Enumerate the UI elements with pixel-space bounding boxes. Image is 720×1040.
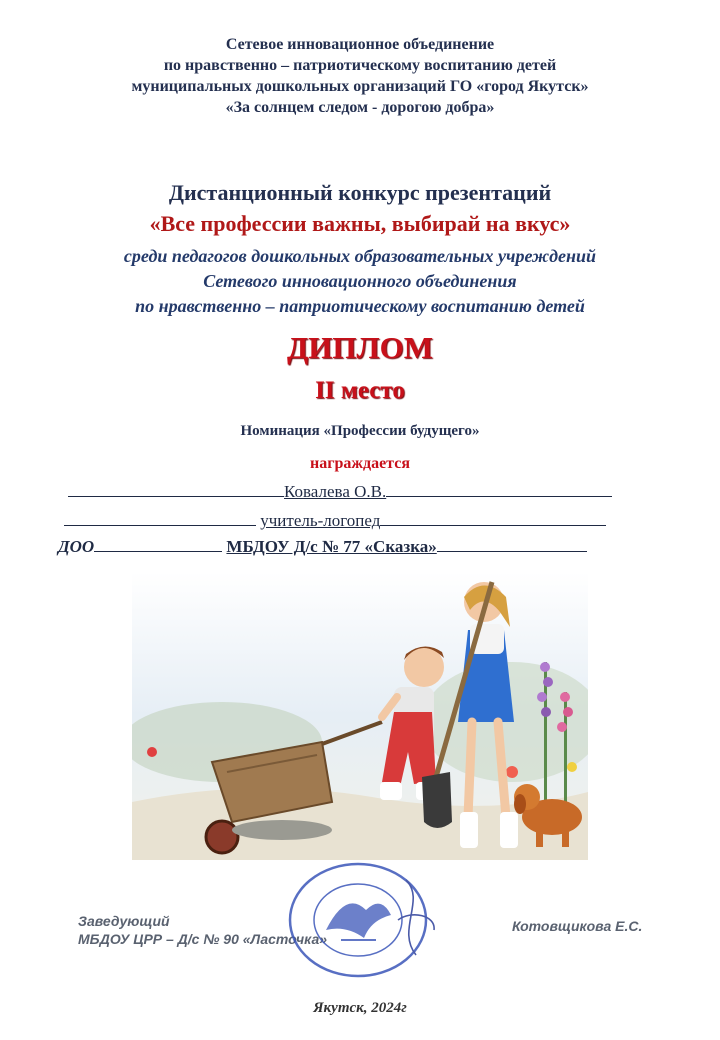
underline — [386, 480, 612, 497]
children-gardening-illustration — [132, 572, 588, 860]
org-line-4: «За солнцем следом - дорогою добра» — [225, 99, 495, 116]
underline — [437, 535, 587, 552]
recipient-position: учитель-логопед — [260, 511, 381, 530]
contest-desc-line-1: среди педагогов дошкольных образовательных учреждений — [123, 246, 597, 266]
doo-value: МБДОУ Д/с № 77 «Сказка» — [226, 537, 437, 556]
diploma-title: ДИПЛОМ — [286, 330, 434, 365]
contest-description — [0, 244, 720, 319]
city-year: Якутск, 2024г — [313, 1000, 407, 1016]
org-line-3: муниципальных дошкольных организаций ГО «город Якутск» — [131, 78, 589, 95]
org-line-1: Сетевое инновационное объединение — [225, 36, 495, 53]
org-line-2: по нравственно – патриотическому воспитанию детей — [163, 57, 557, 74]
contest-desc-line-3: по нравственно – патриотическому воспитанию детей — [135, 296, 585, 316]
contest-title: Дистанционный конкурс презентаций — [168, 180, 552, 205]
official-stamp — [286, 860, 442, 980]
underline — [380, 509, 606, 526]
underline — [64, 509, 256, 526]
contest-desc-line-2: Сетевого инновационного объединения — [203, 271, 517, 291]
signatory-role-line-1: Заведующий — [78, 913, 170, 929]
signer-name: Котовщикова Е.С. — [512, 918, 643, 934]
recipient-doo-row — [58, 535, 587, 557]
nomination: Номинация «Профессии будущего» — [240, 423, 480, 439]
recipient-name-row — [68, 480, 612, 502]
recipient-position-row — [64, 509, 606, 531]
place-label: II место — [315, 377, 405, 404]
underline — [94, 535, 222, 552]
signatory-role-line-2: МБДОУ ЦРР – Д/с № 90 «Ласточка» — [78, 931, 328, 947]
contest-name: «Все профессии важны, выбирай на вкус» — [149, 211, 571, 236]
doo-label: ДОО — [58, 537, 95, 556]
underline — [68, 480, 284, 497]
recipient-name: Ковалева О.В. — [284, 482, 387, 501]
awarded-label: награждается — [310, 455, 410, 472]
organization-header — [0, 34, 720, 118]
